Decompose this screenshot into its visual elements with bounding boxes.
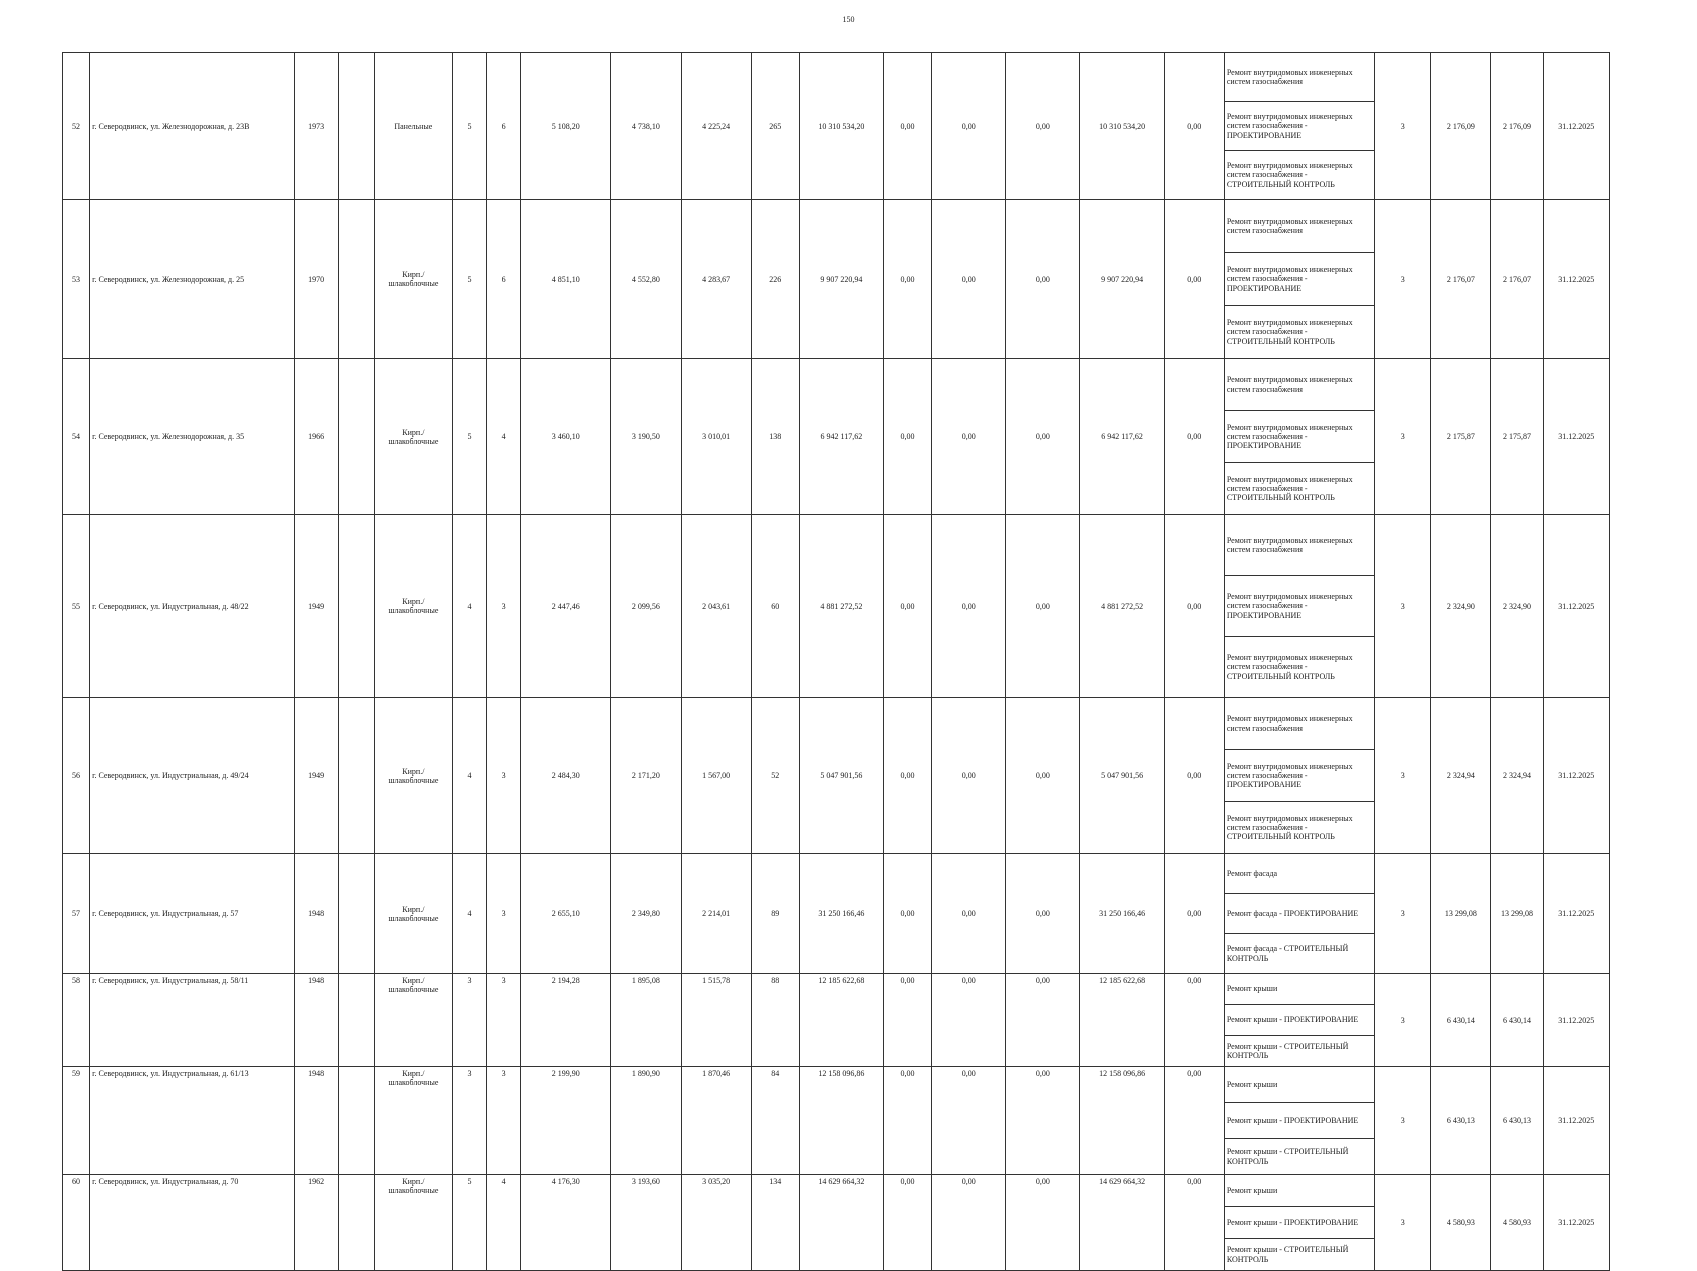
- cell-address: г. Северодвинск, ул. Индустриальная, д. 61/13: [90, 1067, 295, 1175]
- cell-cost-total: 12 185 622,68: [799, 974, 883, 1067]
- cell-address: г. Северодвинск, ул. Индустриальная, д. 58/11: [90, 974, 295, 1067]
- cell-work-repair: Ремонт внутридомовых инженерных систем газоснабжения: [1224, 515, 1374, 576]
- cell-area-total: 2 194,28: [521, 974, 611, 1067]
- cell-max-cost: 2 324,94: [1491, 698, 1543, 854]
- cell-n: 59: [63, 1067, 90, 1175]
- cell-kind: 3: [1375, 698, 1431, 854]
- cell-unit-cost: 2 176,09: [1431, 53, 1491, 200]
- cell-fund-owners: 31 250 166,46: [1080, 854, 1164, 974]
- cell-fund-other: 0,00: [1164, 698, 1224, 854]
- cell-fund-owners: 12 185 622,68: [1080, 974, 1164, 1067]
- cell-material: Кирп./ шлакоблочные: [374, 974, 452, 1067]
- cell-material: Кирп./ шлакоблочные: [374, 854, 452, 974]
- cell-n: 57: [63, 854, 90, 974]
- cell-kind: 3: [1375, 974, 1431, 1067]
- cell-kind: 3: [1375, 515, 1431, 698]
- cell-fund-owners: 5 047 901,56: [1080, 698, 1164, 854]
- table-row: [63, 359, 1610, 411]
- cell-residents: 88: [751, 974, 799, 1067]
- cell-fund-mun: 0,00: [1006, 698, 1080, 854]
- cell-area-total: 4 176,30: [521, 1175, 611, 1271]
- cell-fund-fed: 0,00: [883, 854, 931, 974]
- cell-work-design: Ремонт крыши - ПРОЕКТИРОВАНИЕ: [1224, 1005, 1374, 1036]
- cell-fund-reg: 0,00: [932, 854, 1006, 974]
- cell-work-control: Ремонт внутридомовых инженерных систем газоснабжения - СТРОИТЕЛЬНЫЙ КОНТРОЛЬ: [1224, 463, 1374, 515]
- cell-address: г. Северодвинск, ул. Железнодорожная, д. 23В: [90, 53, 295, 200]
- cell-n: 56: [63, 698, 90, 854]
- cell-unit-cost: 2 324,94: [1431, 698, 1491, 854]
- cell-area-living: 2 099,56: [611, 515, 681, 698]
- cell-cost-total: 4 881 272,52: [799, 515, 883, 698]
- cell-work-repair: Ремонт крыши: [1224, 1067, 1374, 1103]
- cell-area-living: 1 895,08: [611, 974, 681, 1067]
- cell-fund-owners: 9 907 220,94: [1080, 200, 1164, 359]
- cell-work-repair: Ремонт крыши: [1224, 1175, 1374, 1207]
- cell-extra: [338, 53, 374, 200]
- cell-fund-reg: 0,00: [932, 974, 1006, 1067]
- cell-cost-total: 31 250 166,46: [799, 854, 883, 974]
- cell-floors: 4: [452, 854, 486, 974]
- cell-deadline: 31.12.2025: [1543, 698, 1609, 854]
- cell-area-res: 4 283,67: [681, 200, 751, 359]
- cell-year: 1948: [294, 1067, 338, 1175]
- cell-fund-other: 0,00: [1164, 1067, 1224, 1175]
- cell-material: Кирп./ шлакоблочные: [374, 515, 452, 698]
- cell-area-res: 3 035,20: [681, 1175, 751, 1271]
- cell-work-repair: Ремонт внутридомовых инженерных систем газоснабжения: [1224, 698, 1374, 750]
- cell-fund-fed: 0,00: [883, 515, 931, 698]
- cell-work-control: Ремонт внутридомовых инженерных систем газоснабжения - СТРОИТЕЛЬНЫЙ КОНТРОЛЬ: [1224, 151, 1374, 200]
- cell-address: г. Северодвинск, ул. Индустриальная, д. 57: [90, 854, 295, 974]
- cell-work-repair: Ремонт крыши: [1224, 974, 1374, 1005]
- cell-work-repair: Ремонт фасада: [1224, 854, 1374, 894]
- cell-max-cost: 2 176,09: [1491, 53, 1543, 200]
- cell-address: г. Северодвинск, ул. Индустриальная, д. 49/24: [90, 698, 295, 854]
- cell-residents: 226: [751, 200, 799, 359]
- cell-n: 52: [63, 53, 90, 200]
- cell-area-total: 2 655,10: [521, 854, 611, 974]
- cell-max-cost: 6 430,13: [1491, 1067, 1543, 1175]
- cell-deadline: 31.12.2025: [1543, 200, 1609, 359]
- cell-residents: 84: [751, 1067, 799, 1175]
- cell-max-cost: 2 175,87: [1491, 359, 1543, 515]
- cell-address: г. Северодвинск, ул. Индустриальная, д. 70: [90, 1175, 295, 1271]
- cell-entrances: 3: [487, 854, 521, 974]
- cell-cost-total: 5 047 901,56: [799, 698, 883, 854]
- cell-work-design: Ремонт крыши - ПРОЕКТИРОВАНИЕ: [1224, 1103, 1374, 1139]
- cell-unit-cost: 4 580,93: [1431, 1175, 1491, 1271]
- cell-deadline: 31.12.2025: [1543, 854, 1609, 974]
- table-row: [63, 854, 1610, 894]
- cell-fund-reg: 0,00: [932, 515, 1006, 698]
- cell-fund-reg: 0,00: [932, 53, 1006, 200]
- cell-work-repair: Ремонт внутридомовых инженерных систем газоснабжения: [1224, 53, 1374, 102]
- repair-register-table: [62, 52, 1610, 1271]
- cell-n: 55: [63, 515, 90, 698]
- cell-max-cost: 2 176,07: [1491, 200, 1543, 359]
- cell-residents: 60: [751, 515, 799, 698]
- page-number: 150: [842, 15, 855, 24]
- cell-fund-other: 0,00: [1164, 854, 1224, 974]
- cell-work-design: Ремонт крыши - ПРОЕКТИРОВАНИЕ: [1224, 1207, 1374, 1239]
- cell-max-cost: 4 580,93: [1491, 1175, 1543, 1271]
- cell-year: 1973: [294, 53, 338, 200]
- cell-fund-fed: 0,00: [883, 974, 931, 1067]
- cell-extra: [338, 1175, 374, 1271]
- cell-fund-fed: 0,00: [883, 53, 931, 200]
- cell-fund-fed: 0,00: [883, 698, 931, 854]
- cell-fund-fed: 0,00: [883, 1067, 931, 1175]
- cell-work-design: Ремонт внутридомовых инженерных систем газоснабжения - ПРОЕКТИРОВАНИЕ: [1224, 253, 1374, 306]
- cell-fund-owners: 10 310 534,20: [1080, 53, 1164, 200]
- cell-area-res: 2 214,01: [681, 854, 751, 974]
- cell-area-total: 4 851,10: [521, 200, 611, 359]
- cell-cost-total: 10 310 534,20: [799, 53, 883, 200]
- cell-deadline: 31.12.2025: [1543, 1175, 1609, 1271]
- cell-entrances: 4: [487, 1175, 521, 1271]
- cell-year: 1948: [294, 854, 338, 974]
- cell-area-total: 2 484,30: [521, 698, 611, 854]
- cell-fund-owners: 4 881 272,52: [1080, 515, 1164, 698]
- cell-entrances: 6: [487, 200, 521, 359]
- cell-floors: 5: [452, 359, 486, 515]
- cell-area-res: 4 225,24: [681, 53, 751, 200]
- cell-residents: 52: [751, 698, 799, 854]
- cell-area-total: 2 447,46: [521, 515, 611, 698]
- table-row: [63, 1067, 1610, 1103]
- cell-deadline: 31.12.2025: [1543, 1067, 1609, 1175]
- cell-work-repair: Ремонт внутридомовых инженерных систем газоснабжения: [1224, 359, 1374, 411]
- cell-fund-fed: 0,00: [883, 1175, 931, 1271]
- cell-area-res: 3 010,01: [681, 359, 751, 515]
- cell-unit-cost: 2 176,07: [1431, 200, 1491, 359]
- cell-extra: [338, 854, 374, 974]
- cell-fund-mun: 0,00: [1006, 854, 1080, 974]
- cell-entrances: 6: [487, 53, 521, 200]
- cell-entrances: 3: [487, 974, 521, 1067]
- cell-n: 58: [63, 974, 90, 1067]
- cell-fund-other: 0,00: [1164, 200, 1224, 359]
- cell-floors: 3: [452, 1067, 486, 1175]
- cell-work-design: Ремонт внутридомовых инженерных систем газоснабжения - ПРОЕКТИРОВАНИЕ: [1224, 750, 1374, 802]
- cell-entrances: 3: [487, 515, 521, 698]
- cell-kind: 3: [1375, 1067, 1431, 1175]
- cell-year: 1966: [294, 359, 338, 515]
- cell-fund-fed: 0,00: [883, 200, 931, 359]
- cell-fund-fed: 0,00: [883, 359, 931, 515]
- cell-work-control: Ремонт крыши - СТРОИТЕЛЬНЫЙ КОНТРОЛЬ: [1224, 1239, 1374, 1271]
- cell-kind: 3: [1375, 53, 1431, 200]
- cell-cost-total: 12 158 096,86: [799, 1067, 883, 1175]
- cell-fund-other: 0,00: [1164, 515, 1224, 698]
- cell-work-repair: Ремонт внутридомовых инженерных систем газоснабжения: [1224, 200, 1374, 253]
- cell-work-control: Ремонт крыши - СТРОИТЕЛЬНЫЙ КОНТРОЛЬ: [1224, 1036, 1374, 1067]
- cell-residents: 134: [751, 1175, 799, 1271]
- cell-year: 1949: [294, 515, 338, 698]
- cell-material: Кирп./ шлакоблочные: [374, 1175, 452, 1271]
- cell-fund-mun: 0,00: [1006, 53, 1080, 200]
- cell-fund-mun: 0,00: [1006, 1067, 1080, 1175]
- cell-area-living: 1 890,90: [611, 1067, 681, 1175]
- cell-fund-other: 0,00: [1164, 359, 1224, 515]
- cell-unit-cost: 13 299,08: [1431, 854, 1491, 974]
- cell-fund-mun: 0,00: [1006, 515, 1080, 698]
- cell-material: Кирп./ шлакоблочные: [374, 1067, 452, 1175]
- cell-area-living: 3 190,50: [611, 359, 681, 515]
- cell-max-cost: 13 299,08: [1491, 854, 1543, 974]
- cell-area-res: 1 515,78: [681, 974, 751, 1067]
- cell-year: 1962: [294, 1175, 338, 1271]
- cell-fund-owners: 6 942 117,62: [1080, 359, 1164, 515]
- cell-entrances: 3: [487, 698, 521, 854]
- cell-fund-mun: 0,00: [1006, 359, 1080, 515]
- cell-area-living: 2 349,80: [611, 854, 681, 974]
- cell-material: Кирп./ шлакоблочные: [374, 200, 452, 359]
- cell-area-living: 4 552,80: [611, 200, 681, 359]
- cell-extra: [338, 515, 374, 698]
- cell-material: Панельные: [374, 53, 452, 200]
- table-row: [63, 200, 1610, 253]
- cell-area-res: 2 043,61: [681, 515, 751, 698]
- cell-n: 53: [63, 200, 90, 359]
- table-row: [63, 53, 1610, 102]
- cell-floors: 5: [452, 53, 486, 200]
- table-row: [63, 515, 1610, 576]
- cell-max-cost: 2 324,90: [1491, 515, 1543, 698]
- cell-cost-total: 14 629 664,32: [799, 1175, 883, 1271]
- cell-material: Кирп./ шлакоблочные: [374, 698, 452, 854]
- cell-address: г. Северодвинск, ул. Железнодорожная, д. 35: [90, 359, 295, 515]
- cell-floors: 5: [452, 200, 486, 359]
- cell-work-design: Ремонт внутридомовых инженерных систем газоснабжения - ПРОЕКТИРОВАНИЕ: [1224, 576, 1374, 637]
- cell-deadline: 31.12.2025: [1543, 515, 1609, 698]
- cell-area-living: 4 738,10: [611, 53, 681, 200]
- cell-fund-owners: 14 629 664,32: [1080, 1175, 1164, 1271]
- cell-extra: [338, 359, 374, 515]
- table-row: [63, 974, 1610, 1005]
- cell-n: 60: [63, 1175, 90, 1271]
- cell-work-control: Ремонт фасада - СТРОИТЕЛЬНЫЙ КОНТРОЛЬ: [1224, 934, 1374, 974]
- cell-material: Кирп./ шлакоблочные: [374, 359, 452, 515]
- cell-work-design: Ремонт внутридомовых инженерных систем газоснабжения - ПРОЕКТИРОВАНИЕ: [1224, 102, 1374, 151]
- cell-deadline: 31.12.2025: [1543, 974, 1609, 1067]
- cell-residents: 265: [751, 53, 799, 200]
- cell-fund-other: 0,00: [1164, 1175, 1224, 1271]
- cell-fund-owners: 12 158 096,86: [1080, 1067, 1164, 1175]
- cell-work-design: Ремонт фасада - ПРОЕКТИРОВАНИЕ: [1224, 894, 1374, 934]
- table-row: [63, 1175, 1610, 1207]
- cell-extra: [338, 974, 374, 1067]
- cell-fund-reg: 0,00: [932, 698, 1006, 854]
- cell-area-total: 2 199,90: [521, 1067, 611, 1175]
- cell-work-control: Ремонт внутридомовых инженерных систем газоснабжения - СТРОИТЕЛЬНЫЙ КОНТРОЛЬ: [1224, 306, 1374, 359]
- cell-fund-mun: 0,00: [1006, 1175, 1080, 1271]
- cell-area-res: 1 567,00: [681, 698, 751, 854]
- cell-unit-cost: 2 175,87: [1431, 359, 1491, 515]
- cell-kind: 3: [1375, 200, 1431, 359]
- cell-cost-total: 9 907 220,94: [799, 200, 883, 359]
- cell-kind: 3: [1375, 1175, 1431, 1271]
- cell-fund-other: 0,00: [1164, 53, 1224, 200]
- cell-residents: 89: [751, 854, 799, 974]
- cell-n: 54: [63, 359, 90, 515]
- cell-area-res: 1 870,46: [681, 1067, 751, 1175]
- cell-area-total: 3 460,10: [521, 359, 611, 515]
- cell-floors: 3: [452, 974, 486, 1067]
- cell-floors: 4: [452, 515, 486, 698]
- cell-area-living: 2 171,20: [611, 698, 681, 854]
- cell-unit-cost: 2 324,90: [1431, 515, 1491, 698]
- cell-fund-reg: 0,00: [932, 359, 1006, 515]
- cell-area-living: 3 193,60: [611, 1175, 681, 1271]
- cell-kind: 3: [1375, 854, 1431, 974]
- cell-fund-other: 0,00: [1164, 974, 1224, 1067]
- cell-fund-reg: 0,00: [932, 200, 1006, 359]
- cell-floors: 5: [452, 1175, 486, 1271]
- cell-cost-total: 6 942 117,62: [799, 359, 883, 515]
- cell-fund-mun: 0,00: [1006, 974, 1080, 1067]
- cell-unit-cost: 6 430,13: [1431, 1067, 1491, 1175]
- cell-address: г. Северодвинск, ул. Железнодорожная, д. 25: [90, 200, 295, 359]
- cell-fund-mun: 0,00: [1006, 200, 1080, 359]
- cell-extra: [338, 200, 374, 359]
- cell-deadline: 31.12.2025: [1543, 359, 1609, 515]
- cell-residents: 138: [751, 359, 799, 515]
- cell-floors: 4: [452, 698, 486, 854]
- cell-extra: [338, 1067, 374, 1175]
- cell-work-control: Ремонт крыши - СТРОИТЕЛЬНЫЙ КОНТРОЛЬ: [1224, 1139, 1374, 1175]
- cell-area-total: 5 108,20: [521, 53, 611, 200]
- cell-work-control: Ремонт внутридомовых инженерных систем газоснабжения - СТРОИТЕЛЬНЫЙ КОНТРОЛЬ: [1224, 802, 1374, 854]
- cell-max-cost: 6 430,14: [1491, 974, 1543, 1067]
- cell-kind: 3: [1375, 359, 1431, 515]
- cell-entrances: 3: [487, 1067, 521, 1175]
- cell-deadline: 31.12.2025: [1543, 53, 1609, 200]
- cell-fund-reg: 0,00: [932, 1175, 1006, 1271]
- cell-year: 1948: [294, 974, 338, 1067]
- cell-fund-reg: 0,00: [932, 1067, 1006, 1175]
- cell-entrances: 4: [487, 359, 521, 515]
- cell-year: 1949: [294, 698, 338, 854]
- table-row: [63, 698, 1610, 750]
- cell-unit-cost: 6 430,14: [1431, 974, 1491, 1067]
- cell-work-design: Ремонт внутридомовых инженерных систем газоснабжения - ПРОЕКТИРОВАНИЕ: [1224, 411, 1374, 463]
- cell-extra: [338, 698, 374, 854]
- cell-work-control: Ремонт внутридомовых инженерных систем газоснабжения - СТРОИТЕЛЬНЫЙ КОНТРОЛЬ: [1224, 637, 1374, 698]
- cell-year: 1970: [294, 200, 338, 359]
- cell-address: г. Северодвинск, ул. Индустриальная, д. 48/22: [90, 515, 295, 698]
